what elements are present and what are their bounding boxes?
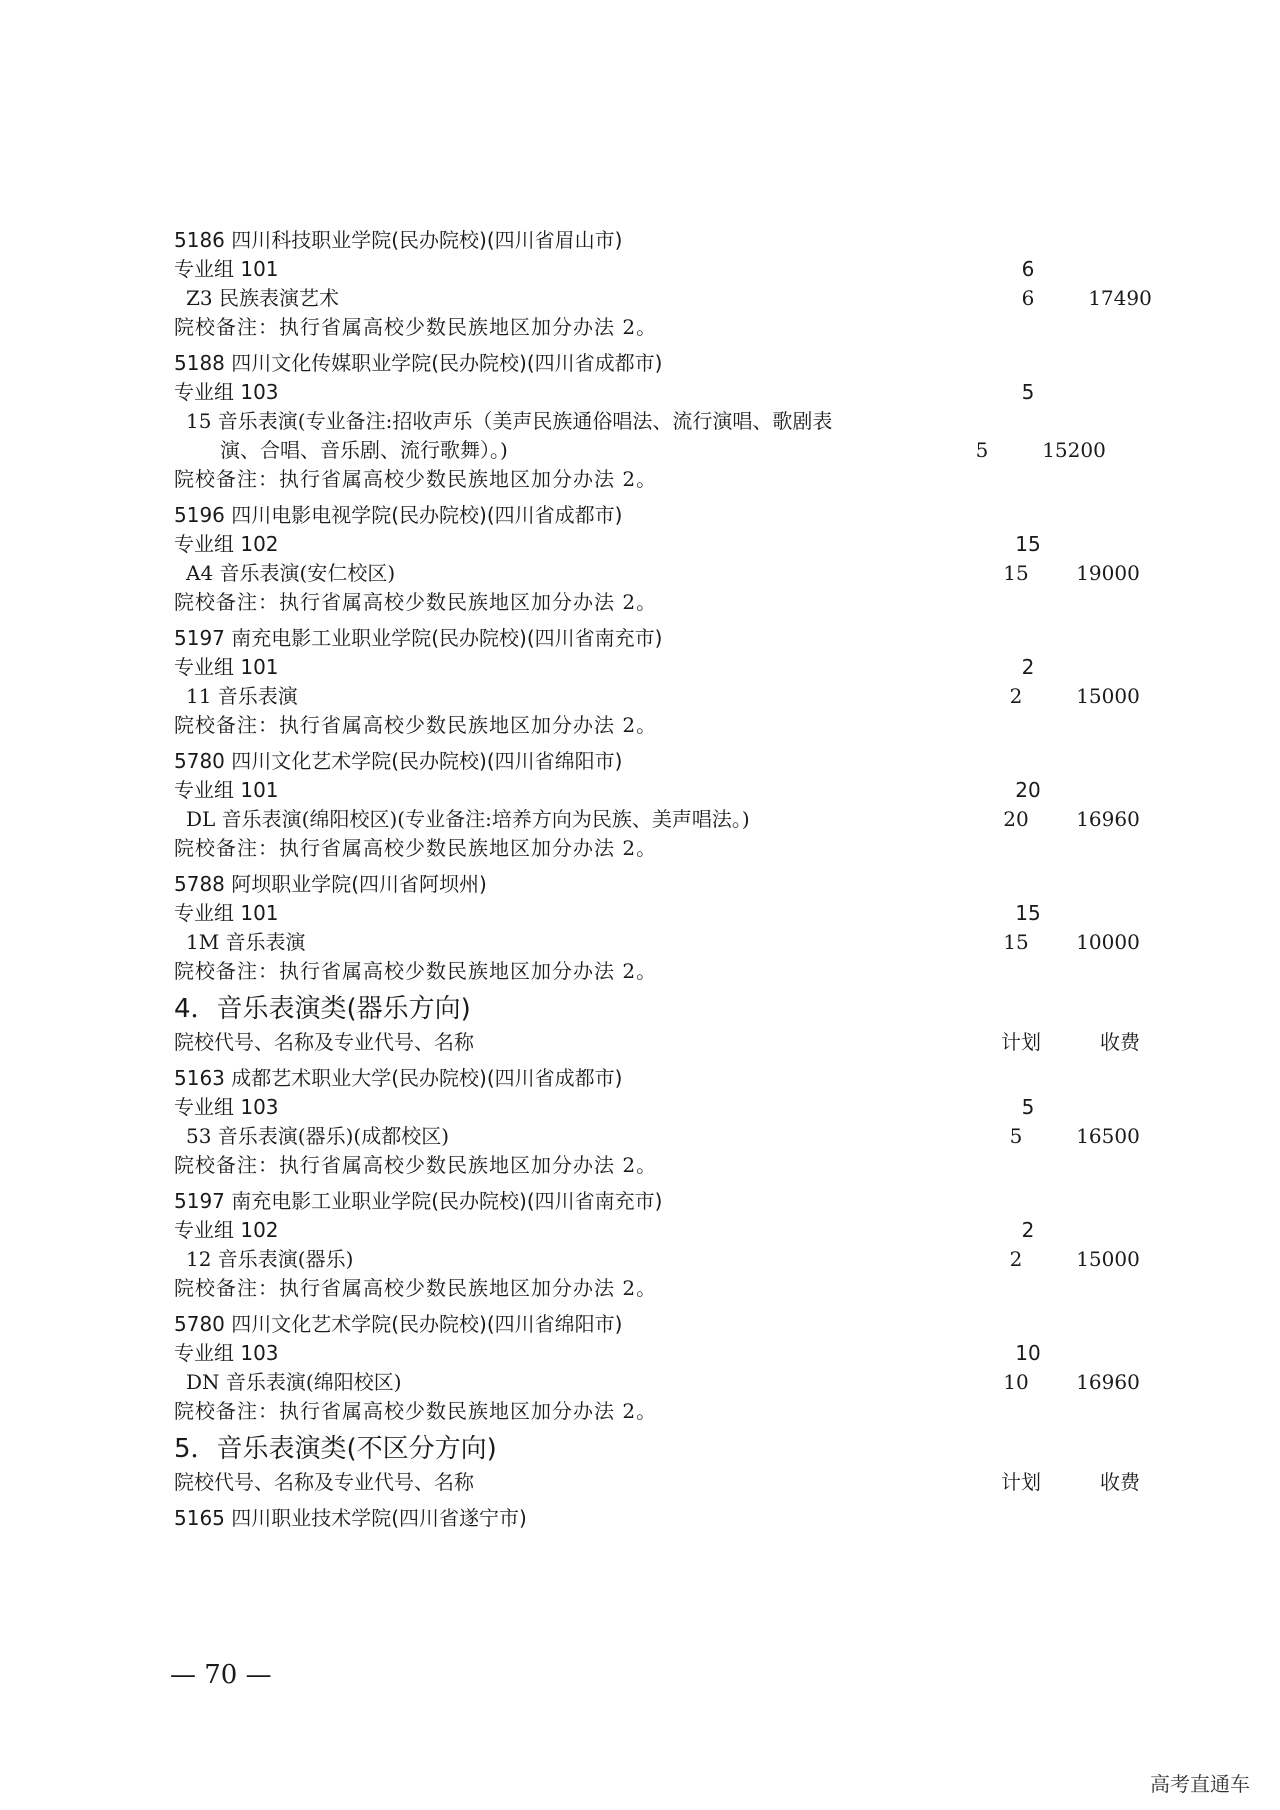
major-fee: 17490: [1088, 286, 1152, 310]
major-row: [174, 928, 1144, 957]
major-plan: 5: [975, 438, 989, 462]
header-plan: 计划: [1001, 1030, 1041, 1054]
school-block: [174, 624, 1144, 740]
major-row: [174, 1122, 1144, 1151]
header-plan: 计划: [1001, 1470, 1041, 1494]
major-row-continued: [174, 436, 1144, 465]
header-fee: 收费: [1100, 1470, 1140, 1494]
major-fee: 16960: [1076, 807, 1140, 831]
school-block: [174, 1310, 1144, 1426]
group-row: [174, 530, 1144, 559]
school-remark: 院校备注：执行省属高校少数民族地区加分办法 2。: [174, 1276, 658, 1300]
major-name: 12 音乐表演(器乐): [186, 1247, 354, 1271]
group-label: 专业组 103: [174, 380, 279, 404]
group-label: 专业组 101: [174, 901, 279, 925]
major-fee: 15200: [1042, 438, 1106, 462]
school-name: 5197 南充电影工业职业学院(民办院校)(四川省南充市): [174, 626, 663, 650]
column-header: [174, 1028, 1144, 1057]
watermark: 高考直通车: [1150, 1772, 1250, 1796]
column-header: [174, 1468, 1144, 1497]
major-name: 53 音乐表演(器乐)(成都校区): [186, 1124, 450, 1148]
group-label: 专业组 101: [174, 778, 279, 802]
major-plan: 15: [1003, 930, 1029, 954]
group-row: [174, 1216, 1144, 1245]
group-row: [174, 776, 1144, 805]
header-name: 院校代号、名称及专业代号、名称: [174, 1470, 474, 1494]
group-plan: 20: [1015, 778, 1041, 802]
major-plan: 2: [1009, 1247, 1023, 1271]
school-block: [174, 349, 1144, 494]
major-name: DN 音乐表演(绵阳校区): [186, 1370, 402, 1394]
major-name: 1M 音乐表演: [186, 930, 306, 954]
major-name: A4 音乐表演(安仁校区): [186, 561, 396, 585]
school-block: [174, 870, 1144, 986]
school-remark: 院校备注：执行省属高校少数民族地区加分办法 2。: [174, 590, 658, 614]
school-remark: 院校备注：执行省属高校少数民族地区加分办法 2。: [174, 836, 658, 860]
page-content: [174, 226, 1152, 1533]
category-title: 4．音乐表演类(器乐方向): [174, 994, 471, 1024]
major-row: [174, 407, 1144, 436]
group-label: 专业组 101: [174, 655, 279, 679]
group-label: 专业组 101: [174, 257, 279, 281]
category-title: 5．音乐表演类(不区分方向): [174, 1434, 497, 1464]
major-name: 15 音乐表演(专业备注:招收声乐（美声民族通俗唱法、流行演唱、歌剧表: [186, 409, 833, 433]
group-plan: 15: [1015, 901, 1041, 925]
major-fee: 16500: [1076, 1124, 1140, 1148]
group-row: [174, 255, 1144, 284]
page-number: — 70 —: [170, 1660, 272, 1690]
major-name-continued: 演、合唱、音乐剧、流行歌舞）。): [220, 438, 508, 462]
major-fee: 19000: [1076, 561, 1140, 585]
school-remark: 院校备注：执行省属高校少数民族地区加分办法 2。: [174, 467, 658, 491]
school-block: [174, 747, 1144, 863]
school-name: 5188 四川文化传媒职业学院(民办院校)(四川省成都市): [174, 351, 663, 375]
major-plan: 15: [1003, 561, 1029, 585]
major-row: [174, 805, 1144, 834]
school-block: [174, 226, 1152, 342]
school-name: 5196 四川电影电视学院(民办院校)(四川省成都市): [174, 503, 623, 527]
school-remark: 院校备注：执行省属高校少数民族地区加分办法 2。: [174, 1399, 658, 1423]
group-plan: 2: [1021, 655, 1035, 679]
school-block: [174, 1064, 1144, 1180]
school-name: 5197 南充电影工业职业学院(民办院校)(四川省南充市): [174, 1189, 663, 1213]
school-block: [174, 501, 1144, 617]
group-row: [174, 899, 1144, 928]
group-plan: 2: [1021, 1218, 1035, 1242]
group-plan: 10: [1015, 1341, 1041, 1365]
school-remark: 院校备注：执行省属高校少数民族地区加分办法 2。: [174, 315, 658, 339]
major-fee: 10000: [1076, 930, 1140, 954]
group-label: 专业组 103: [174, 1095, 279, 1119]
school-name: 5780 四川文化艺术学院(民办院校)(四川省绵阳市): [174, 749, 623, 773]
group-plan: 5: [1021, 1095, 1035, 1119]
major-row: [174, 682, 1144, 711]
major-row: [174, 284, 1152, 313]
major-row: [174, 1368, 1144, 1397]
school-name: 5165 四川职业技术学院(四川省遂宁市): [174, 1506, 527, 1530]
school-name: 5186 四川科技职业学院(民办院校)(四川省眉山市): [174, 228, 623, 252]
major-plan: 5: [1009, 1124, 1023, 1148]
group-row: [174, 653, 1144, 682]
major-fee: 16960: [1076, 1370, 1140, 1394]
school-name: 5788 阿坝职业学院(四川省阿坝州): [174, 872, 487, 896]
major-row: [174, 1245, 1144, 1274]
major-name: DL 音乐表演(绵阳校区)(专业备注:培养方向为民族、美声唱法。): [186, 807, 750, 831]
major-name: 11 音乐表演: [186, 684, 298, 708]
school-remark: 院校备注：执行省属高校少数民族地区加分办法 2。: [174, 959, 658, 983]
header-fee: 收费: [1100, 1030, 1140, 1054]
school-block: [174, 1504, 1144, 1533]
major-plan: 6: [1021, 286, 1035, 310]
group-row: [174, 1093, 1144, 1122]
school-remark: 院校备注：执行省属高校少数民族地区加分办法 2。: [174, 1153, 658, 1177]
major-plan: 10: [1003, 1370, 1029, 1394]
major-fee: 15000: [1076, 684, 1140, 708]
group-plan: 5: [1021, 380, 1035, 404]
group-row: [174, 1339, 1144, 1368]
school-name: 5780 四川文化艺术学院(民办院校)(四川省绵阳市): [174, 1312, 623, 1336]
group-label: 专业组 102: [174, 532, 279, 556]
group-label: 专业组 103: [174, 1341, 279, 1365]
school-remark: 院校备注：执行省属高校少数民族地区加分办法 2。: [174, 713, 658, 737]
major-row: [174, 559, 1144, 588]
group-plan: 6: [1021, 257, 1035, 281]
school-name: 5163 成都艺术职业大学(民办院校)(四川省成都市): [174, 1066, 623, 1090]
major-plan: 2: [1009, 684, 1023, 708]
school-block: [174, 1187, 1144, 1303]
header-name: 院校代号、名称及专业代号、名称: [174, 1030, 474, 1054]
major-fee: 15000: [1076, 1247, 1140, 1271]
major-name: Z3 民族表演艺术: [186, 286, 339, 310]
group-row: [174, 378, 1144, 407]
group-label: 专业组 102: [174, 1218, 279, 1242]
major-plan: 20: [1003, 807, 1029, 831]
group-plan: 15: [1015, 532, 1041, 556]
